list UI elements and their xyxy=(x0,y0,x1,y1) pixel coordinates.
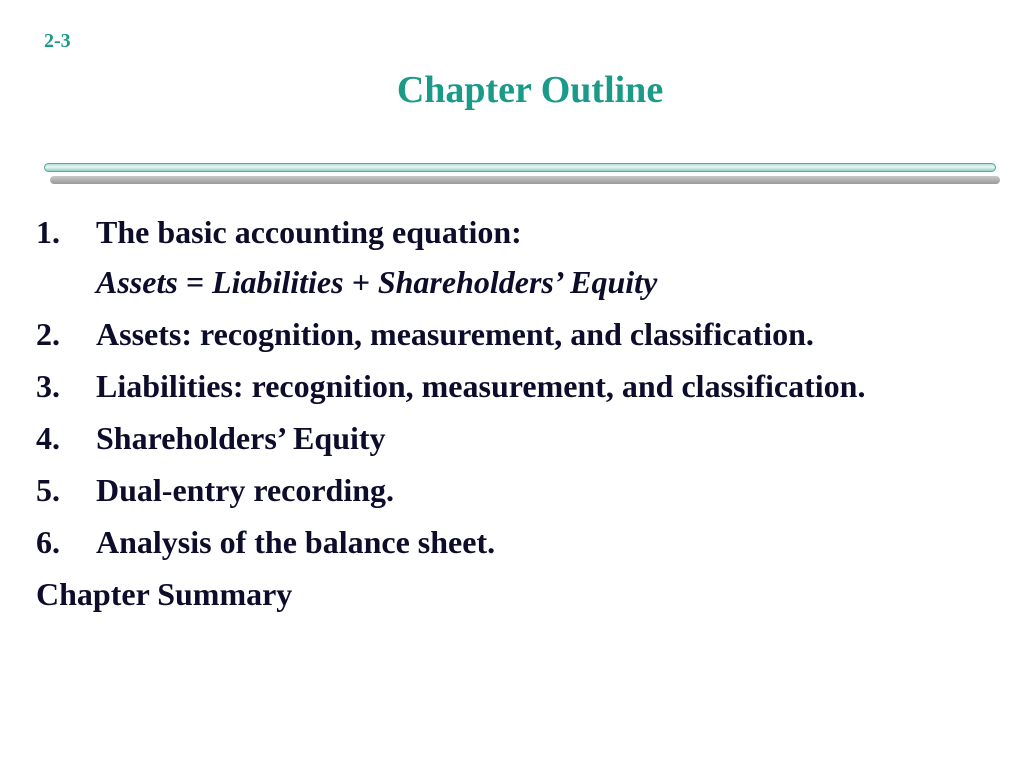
outline-item-2 xyxy=(36,312,996,356)
divider-teal-rule xyxy=(44,163,996,172)
slide-number: 2-3 xyxy=(44,30,71,52)
outline-item-number: 6. xyxy=(36,524,60,560)
accounting-equation: Assets = Liabilities + Shareholders’ Equity xyxy=(96,264,658,300)
outline-item-number: 4. xyxy=(36,420,60,456)
outline-item-number: 5. xyxy=(36,472,60,508)
outline-item-4 xyxy=(36,416,996,460)
chapter-summary: Chapter Summary xyxy=(36,576,293,612)
divider-gray-rule xyxy=(50,176,1000,184)
title-divider xyxy=(44,163,1000,185)
outline-item-text: Dual-entry recording. xyxy=(96,472,395,508)
outline-item-number: 2. xyxy=(36,316,60,352)
outline-item-text: Shareholders’ Equity xyxy=(96,420,386,456)
outline-item-text: Assets: recognition, measurement, and classification. xyxy=(96,316,814,352)
outline-item-text: Analysis of the balance sheet. xyxy=(96,524,496,560)
outline-item-number: 3. xyxy=(36,368,60,404)
outline-item-text: Liabilities: recognition, measurement, and classification. xyxy=(96,368,866,404)
slide-title: Chapter Outline xyxy=(396,69,664,111)
outline-item-5 xyxy=(36,468,996,512)
outline-item-text: The basic accounting equation: xyxy=(96,214,522,250)
outline-item-number: 1. xyxy=(36,214,60,250)
outline-item-3 xyxy=(36,364,996,408)
outline-item-1 xyxy=(36,210,996,254)
outline-item-6 xyxy=(36,520,996,564)
chapter-outline-list xyxy=(36,210,996,616)
